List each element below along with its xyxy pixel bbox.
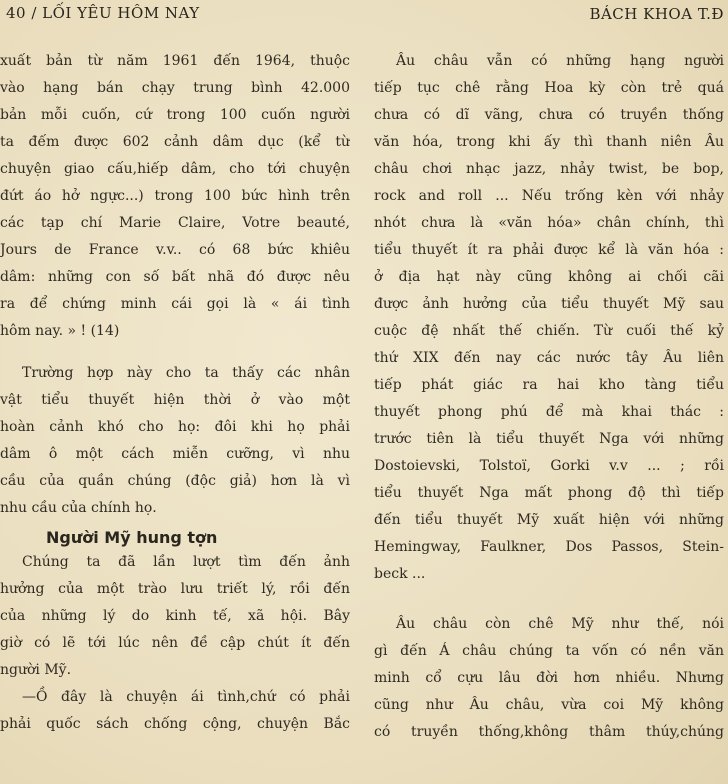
text-line: Chúng ta đã lần lượt tìm đến ảnh [22,554,350,570]
text-line: ở địa hạt này cũng không ai chối cãi [374,269,724,285]
text-line: ta đếm được 602 cảnh dâm dục (kể từ [0,134,350,150]
text-line: hôm nay. » ! (14) [0,323,120,339]
left-column [0,48,350,738]
text-line: tiểu thuyết ít ra phải được kể là văn hóa : [374,242,724,258]
paragraph-1 [0,48,350,345]
text-line: Âu châu vẫn có những hạng người [396,53,724,69]
text-line: tiểu thuyết Nga mất phong độ thì tiếp [374,485,724,501]
text-line: người Mỹ. [0,662,72,678]
text-line: đến tiểu thuyết Mỹ xuất hiện với những [374,512,724,528]
text-line: các tạp chí Marie Claire, Votre beauté, [0,215,350,231]
text-line: cầu của quần chúng (độc giả) hơn là vì [0,473,350,489]
text-line: ra để chứng minh cái gọi là « ái tình [0,296,350,312]
text-line: được ảnh hưởng của tiểu thuyết Mỹ sau [374,296,724,312]
text-line: dâm ô một cách miễn cưỡng, vì nhu [0,446,350,462]
right-column [374,48,724,746]
text-line: chưa có dĩ vãng, chưa có truyền thống [374,107,724,123]
paragraph-1 [374,48,724,588]
paragraph-4 [0,684,350,738]
text-line: minh cổ cựu lâu đời hơn nhiều. Nhưng [374,670,724,686]
text-line: rock and roll ... Nếu trống kèn với nhảy [374,188,724,204]
text-line: gì đến Á châu chúng ta vốn có nền văn [374,643,724,659]
magazine-name: BÁCH KHOA T.Đ [589,5,724,23]
text-line: bản mỗi cuốn, cứ trong 100 cuốn người [0,107,350,123]
text-line: chuyện giao cấu,hiếp dâm, cho tới chuyện [0,161,350,177]
text-line: giờ có lẽ tới lúc nên đề cập chút ít đến [0,635,350,651]
text-line: Dostoievski, Tolstoï, Gorki v.v ... ; rồi [374,458,724,474]
text-line: Jours de France v.v.. có 68 bức khiêu [0,242,350,258]
text-line: xuất bản từ năm 1961 đến 1964, thuộc [0,53,350,69]
text-line: beck ... [374,566,426,582]
text-line: đứt áo hở ngực...) trong 100 bức hình trên [0,188,350,204]
text-line: tiếp phát giác ra hai kho tàng tiểu [374,377,724,393]
text-line: trước tiên là tiểu thuyết Nga với những [374,431,724,447]
text-line: thứ XIX đến nay các nước tây Âu liên [374,350,724,366]
text-line: hoàn cảnh khó cho họ: đôi khi họ phải [0,419,350,435]
text-line: vào hạng bán chạy trung bình 42.000 [0,80,350,96]
paragraph-2 [374,611,724,746]
text-line: Trường hợp này cho ta thấy các nhân [22,365,350,381]
text-line: thuyết phong phú để mà khai thác : [374,404,724,420]
text-line: vật tiểu thuyết hiện thời ở vào một [0,392,350,408]
text-line: châu chơi nhạc jazz, nhảy twist, be bop, [374,161,724,177]
paragraph-gap [374,588,724,611]
text-line: Hemingway, Faulkner, Dos Passos, Stein- [374,539,724,555]
text-line: nhót chưa là «văn hóa» chân chính, thì [374,215,724,231]
page-header [6,2,724,32]
text-line: nhu cầu của chính họ. [0,500,157,516]
text-line: có truyền thống,không thâm thúy,chúng [374,724,724,740]
text-line: của những lý do kinh tế, xã hội. Bây [0,608,350,624]
running-title: 40 / LỐI YÊU HÔM NAY [6,4,200,22]
text-line: cũng như Âu châu, vừa coi Mỹ không [374,697,724,713]
text-line: Âu châu còn chê Mỹ như thế, nói [396,616,724,632]
text-line: —Ồ đây là chuyện ái tình,chứ có phải [22,689,350,705]
text-line: dâm: những con số bất nhã đó được nêu [0,269,350,285]
paragraph-3 [0,549,350,684]
section-heading: Người Mỹ hung tợn [46,528,218,547]
text-line: hưởng của một trào lưu triết lý, rồi đến [0,581,350,597]
text-line: tiếp tục chê rằng Hoa kỳ còn trẻ quá [374,80,724,96]
paragraph-2 [0,360,350,522]
text-line: văn hóa, trong khi ấy thì thanh niên Âu [374,134,724,150]
text-line: phải quốc sách chống cộng, chuyện Bắc [0,716,350,732]
paragraph-gap [0,345,350,360]
text-line: cuộc đệ nhất thế chiến. Từ cuối thế kỷ [374,323,724,339]
